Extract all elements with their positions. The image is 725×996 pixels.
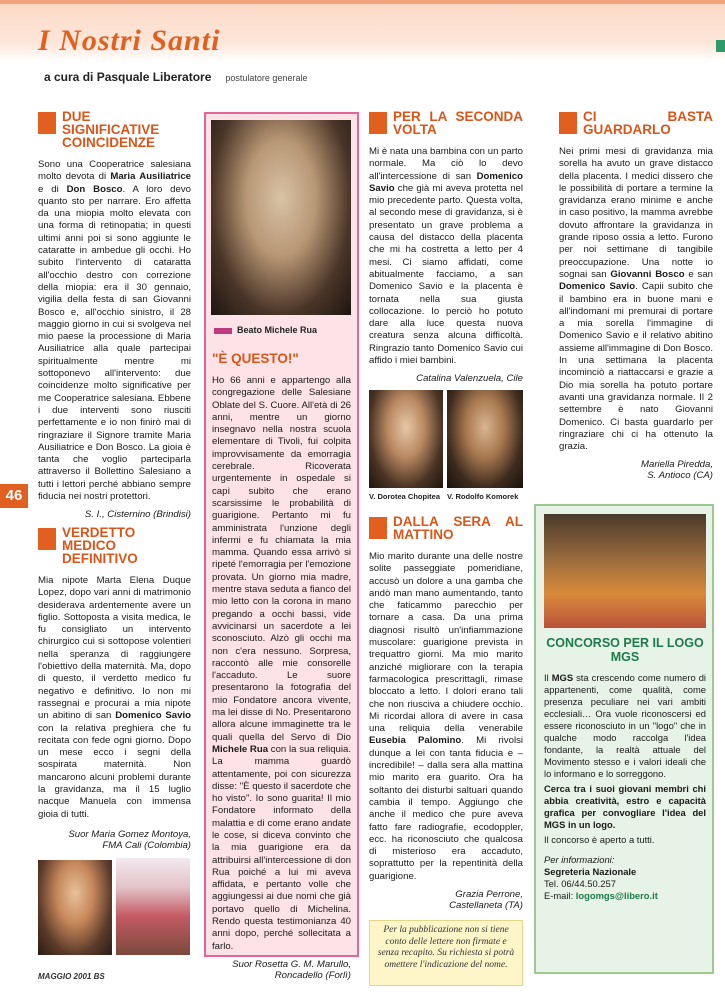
page-number: 46: [0, 484, 28, 508]
mgs-call: Cerca tra i suoi giovani membri chi abbia creatività, estro e capacità grafica per convogliare l'idea del MGS in un logo.: [544, 783, 706, 830]
photo-rodolfo-komorek: [447, 390, 523, 488]
green-edge-tab: [716, 40, 725, 52]
mgs-title: CONCORSO PER IL LOGO MGS: [546, 636, 704, 664]
caption-text: Beato Michele Rua: [237, 325, 318, 335]
article-title: VERDETTO MEDICO DEFINITIVO: [62, 525, 138, 566]
article-title: DALLA SERA AL MATTINO: [393, 514, 523, 542]
article-title: CI BASTA GUARDARLO: [583, 109, 713, 137]
top-rule: [0, 0, 725, 4]
article-signature: S. I., Cisternino (Brindisi): [84, 509, 191, 521]
heading-square-icon: [38, 112, 56, 134]
article-due-coincidenze: [38, 110, 191, 522]
signature-line: S. Antioco (CA): [647, 470, 713, 482]
photo-mgs-youth: [544, 514, 706, 628]
signature-line: Suor Maria Gomez Montoya,: [68, 828, 191, 840]
mgs-body: Il MGS sta crescendo come numero di appartenenti, come qualità, come presenza peculiare nei vari ambiti ecclesiali… Ora vuole riconoscersi ed essere riconosciuto in un "logo" che in qualche modo raccolga l'idea fondante, la realtà attuale del Movimento stesso e i valori ideali che lo informano e lo sorreggono.: [544, 672, 706, 779]
article-body: Nei primi mesi di gravidanza mia sorella ha avuto un grave distacco della placenta. I medici dissero che le possibilità di portare a termine la gravidanza erano minime e anche in caso positivo, la mamma avrebbe dovuto affrontare la gravidanza in grande riposo ossia a letto. Furono per noi settimane di tangibile preoccupazione. Una notte io sognai san Giovanni Bosco e san Domenico Savio. Capii subito che il bambino era in buone mani e all'indomani mi premurai di portare a mia sorella l'immagine di Domenico Savio e il relativo abitino assieme all'immagine di Don Bosco. In una settimana la placenta incominciò a riattaccarsi e grazie a Dio mia sorella ha potuto portare avanti una gravidanza normale. Il 2 settembre è nato Giovanni Domenico. Ci basta guardarlo per ringraziare chi ci ha ottenuto la grazia.: [559, 146, 714, 453]
issue-footer: MAGGIO 2001 BS: [38, 972, 105, 981]
mgs-email-label: E-mail:: [544, 890, 576, 901]
signature-line: Suor Rosetta G. M. Marullo,: [232, 958, 351, 970]
signature-line: Grazia Perrone,: [455, 889, 523, 901]
photo-dorotea-chopitea: [369, 390, 443, 488]
signature-line: Mariella Piredda,: [641, 459, 713, 471]
article-title: DUE SIGNIFICATIVE COINCIDENZE: [62, 109, 160, 150]
author-role: postulatore generale: [225, 73, 308, 83]
photo-young-man: [38, 860, 112, 955]
photo-caption-left: V. Dorotea Chopitea: [369, 492, 440, 501]
heading-square-icon: [369, 112, 387, 134]
article-dalla-sera: [369, 515, 523, 911]
heading-square-icon: [369, 517, 387, 539]
article-title: PER LA SECONDA VOLTA: [393, 109, 523, 137]
article-body: Mia nipote Marta Elena Duque Lopez, dopo vari anni di matrimonio desiderava ardentemente avere un figlio. Sottoposta a visita medica, le fu consigliato un intervento chirurgico cui si sottopose volentieri nella speranza di raggiungere l'obiettivo della maternità. Ma, dopo di questo, il verdetto medico fu negativo e definitivo. Io non mi rassegnai e procurai a mia nipote un abitino di san Domenico Savio con la relativa preghiera che fu recitata con fede ogni giorno. Dopo un mese ecco i segni della sospirata maternità. Non mancarono alcuni problemi durante la gravidanza, ma il 15 luglio nacque Manuela con immensa gioia di tutti.: [38, 575, 192, 820]
article-body: Sono una Cooperatrice salesiana molto devota di Maria Ausiliatrice e di Don Bosco. A loro devo quanto sto per narrare. Ero affetta da una miopia molto elevata con una forma di retinopatia; in questi ultimi anni poi si sono aggiunte le cataratte in ambedue gli occhi. Ho subito l'intervento di cataratta all'occhio destro con correzione della miopia: era il 30 gennaio, vigilia della festa di san Giovanni Bosco e, all'occhio sinistro, il 28 maggio giorno in cui si svolgeva nel mio paese la processione di Maria Ausiliatrice alla quale partecipai spiritualmente mentre mi sottoponevo all'intervento: due coincidenze molto significative per me Cooperatrice salesiana. Ebbene i due interventi sono riusciti perfettamente e io non finirò mai di ringraziare il Signore tramite Maria Ausiliatrice e Don Bosco. La gioia è tanta che voglio parteciparla attraverso il Bollettino Salesiano a tutti i lettori perché abbiano sempre fiducia nei nostri protettori.: [38, 159, 191, 503]
article-e-questo: [212, 352, 351, 981]
photo-caption-right: V. Rodolfo Komorek: [447, 492, 519, 501]
article-ci-basta: [559, 110, 713, 481]
mgs-info-org: Segreteria Nazionale: [544, 866, 637, 877]
article-seconda-volta: [369, 110, 523, 386]
photo-madonna-statue: [116, 858, 190, 955]
mgs-open: Il concorso è aperto a tutti.: [544, 834, 655, 845]
heading-square-icon: [38, 528, 56, 550]
mgs-contest-text: [544, 636, 706, 902]
mgs-email-link[interactable]: logomgs@libero.it: [575, 890, 658, 901]
article-body: Ho 66 anni e appartengo alla congregazione delle Salesiane Oblate del S. Cuore. All'età di 26 anni, mentre un giorno insegnavo nella nostra scuola elementare di Tivoli, fui colpita improvvisamente da emorragia cerebrale. Ricoverata urgentemente in ospedale si capì subito che erano scarsissime le probabilità di guarigione. Pertanto mi fu amministrata l'unzione degli infermi e fu chiamata la mia mamma. Quando essa arrivò si ripeté l'emorragia per l'emozione provata. Un giorno mia madre, mentre stava seduta a fianco del mio letto con la corona in mano pregando a occhi bassi, vide avvicinarsi un sacerdote a lei sconosciuto. Alzò gli occhi ma non c'era nessuno. Sorpresa, raccontò alle mie consorelle l'accaduto. Le suore presentarono la fotografia del mio Fondatore ancora vivente, ma lei disse di No. Presentarono allora alcune immaginette tra le quali quella del Servo di Dio Michele Rua con la sua reliquia. La mamma guardò attentamente, poi con sicurezza disse: "È questo il sacerdote che ho visto". Io sono guarita! Il mio Fondatore informato della malattia e di come erano andate le cose, si diceva convinto che la mia guarigione era da attribuirsi all'intercessione di don Rua poiché a lui mi aveva affidata, e pertanto volle che aggiungessi ai due nomi che già portavo quello di Michelina. Rendo questa testimonianza 40 anni dopo, perché sollecitata a farlo.: [212, 375, 351, 952]
signature-line: FMA Cali (Colombia): [102, 839, 191, 851]
portrait-michele-rua: [211, 120, 351, 315]
signature-line: Roncadello (Forlì): [274, 969, 351, 981]
article-verdetto-medico: [38, 526, 191, 851]
author-name: a cura di Pasquale Liberatore: [44, 70, 212, 84]
section-title: I Nostri Santi: [38, 24, 221, 57]
portrait-caption: [214, 325, 317, 335]
article-body: Mi è nata una bambina con un parto normale. Ma ciò lo devo all'intercessione di san Domenico Savio che già mi aveva protetta nel mio precedente parto. Questa volta, al secondo mese di gravidanza, si è presentato un grave problema a causa del distacco della placenta che mi ha costretta a letto per 4 mesi. Ci siamo affidati, come abitualmente facciamo, a san Domenico Savio e la placenta è tornata nella sua giusta collocazione. Io perciò ho potuto dare alla luce questa nuova creatura senza alcuna difficoltà. Ringrazio tanto Domenico Savio cui affido i miei bambini.: [369, 146, 523, 367]
article-title: "È QUESTO!": [212, 351, 299, 366]
publication-note: Per la pubblicazione non si tiene conto delle lettere non firmate e senza recapito. Su richiesta si potrà omettere l'indicazione del nome.: [369, 920, 523, 986]
section-byline: [44, 70, 307, 84]
mgs-tel: Tel. 06/44.50.257: [544, 878, 616, 889]
article-body: Mio marito durante una delle nostre solite passeggiate pomeridiane, accusò un dolore a una gamba che andò man mano aumentando, tanto che faticammo parecchio per tornare a casa. Da una prima diagnosi risultò un'infiammazione muscolare: guarigione prevista in trequattro giorni. Ma mio marito anziché migliorare con la terapia farmacologica prescrittagli, rimase bloccato a letto. I dolori erano tali che non riusciva a chiudere occhio. Mi ricordai allora di avere in casa una reliquia della venerabile Eusebia Palomino. Mi rivolsi dunque a lei con tanta fiducia e – incredibile! – dalla sera alla mattina mio marito era guarito. Ora ha soltanto dei disturbi saltuari quando cambia il tempo. Aggiungo che anche il medico che pure aveva fatto fare radiografie, ecodoppler, ecc. ha riconosciuto che qualcosa di misterioso era accaduto, soprattutto per la repentinità della guarigione.: [369, 551, 524, 882]
heading-square-icon: [559, 112, 577, 134]
article-signature: Catalina Valenzuela, Cile: [416, 373, 523, 385]
signature-line: Castellaneta (TA): [449, 900, 523, 912]
mgs-info-label: Per informazioni:: [544, 854, 615, 865]
